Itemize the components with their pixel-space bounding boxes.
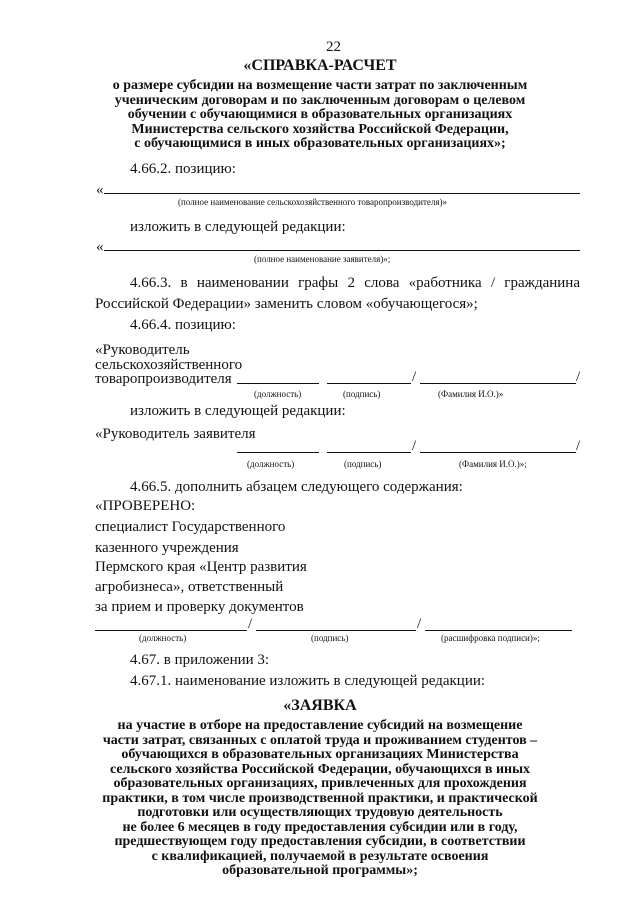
slash: /: [412, 438, 417, 454]
application-body: [60, 719, 580, 879]
quote-mark: «: [96, 182, 104, 198]
body-line: с квалификацией, получаемой в результате освоения: [151, 848, 489, 864]
fio-caption: (Фамилия И.О.)»;: [459, 459, 527, 469]
slash: /: [576, 369, 581, 385]
applicant-caption: (полное наименование заявителя)»;: [254, 254, 391, 264]
fio-line: [420, 383, 576, 384]
signature-line: [327, 452, 411, 453]
body-line: предшествующем году предоставления субсидии, в соответствии: [114, 834, 526, 849]
verified-line: «ПРОВЕРЕНО:: [95, 498, 196, 514]
item-4-66-3-line2: Российской Федерации» заменить словом «обучающегося»;: [95, 296, 478, 312]
producer-name-line: [104, 193, 580, 194]
decode-line: [425, 630, 572, 631]
body-line: на участие в отборе на предоставление субсидий на возмещение: [117, 718, 523, 733]
body-line: образовательных организациях, привлеченных для прохождения: [113, 776, 527, 791]
edit-instruction: изложить в следующей редакции:: [130, 219, 346, 235]
signature-line: [327, 383, 411, 384]
fio-caption: (Фамилия И.О.)»: [438, 389, 504, 399]
applicant-name-line: [104, 250, 580, 251]
page-number: 22: [326, 39, 341, 55]
head-applicant: «Руководитель заявителя: [95, 426, 256, 442]
item-4-66-4: 4.66.4. позицию:: [130, 317, 236, 333]
certificate-subtitle: [60, 79, 580, 152]
slash: /: [248, 616, 253, 632]
item-4-66-3-line1: 4.66.3. в наименовании графы 2 слова «работника / гражданина: [130, 275, 580, 291]
signature-caption: (подпись): [343, 389, 381, 399]
slash: /: [412, 369, 417, 385]
item-4-66-5: 4.66.5. дополнить абзацем следующего содержания:: [130, 479, 463, 495]
body-line: части затрат, связанных с оплатой труда и проживанием студентов –: [102, 732, 538, 748]
subtitle-line: о размере субсидии на возмещение части затрат по заключенным: [112, 78, 528, 93]
producer-caption: (полное наименование сельскохозяйственного товаропроизводителя)»: [178, 197, 448, 207]
verified-line: за прием и проверку документов: [95, 599, 304, 615]
item-4-67: 4.67. в приложении 3:: [130, 652, 270, 668]
position-line: [237, 383, 319, 384]
head-line: сельскохозяйственного: [95, 357, 243, 373]
body-line: обучающихся в образовательных организациях Министерства: [121, 747, 519, 762]
fio-line: [420, 452, 576, 453]
signature-caption: (подпись): [311, 633, 349, 643]
subtitle-line: ученическим договорам и по заключенным договорам о целевом: [114, 92, 526, 108]
decode-caption: (расшифровка подписи)»;: [441, 633, 540, 643]
position-caption: (должность): [247, 459, 295, 469]
body-line: сельского хозяйства Российской Федерации, обучающихся в иных: [109, 761, 531, 777]
body-line: практики, в том числе производственной практики, и практической: [102, 790, 538, 806]
signature-caption: (подпись): [344, 459, 382, 469]
head-line: товаропроизводителя: [95, 371, 232, 387]
application-title: «ЗАЯВКА: [283, 697, 357, 714]
slash: /: [576, 438, 581, 454]
head-line: «Руководитель: [95, 342, 190, 358]
edit-instruction: изложить в следующей редакции:: [130, 403, 346, 419]
verified-line: специалист Государственного: [95, 519, 286, 535]
certificate-title: «СПРАВКА-РАСЧЕТ: [243, 57, 397, 74]
position-caption: (должность): [254, 389, 302, 399]
subtitle-line: с обучающимися в иных образовательных организациях»;: [134, 136, 506, 151]
slash: /: [417, 616, 422, 632]
quote-mark: «: [96, 239, 104, 255]
item-4-66-2: 4.66.2. позицию:: [130, 161, 236, 177]
position-line: [237, 452, 319, 453]
verified-line: Пермского края «Центр развития: [95, 559, 307, 575]
signature-line: [256, 630, 416, 631]
subtitle-line: Министерства сельского хозяйства Российской Федерации,: [131, 121, 509, 137]
body-line: не более 6 месяцев в году предоставления субсидии или в году,: [122, 819, 518, 835]
subtitle-line: обучении с обучающимися в образовательных организациях: [127, 107, 513, 122]
body-line: подготовки или осуществляющих трудовую деятельность: [137, 805, 503, 820]
position-caption: (должность): [139, 633, 187, 643]
verified-line: казенного учреждения: [95, 540, 239, 556]
verified-line: агробизнеса», ответственный: [95, 579, 284, 595]
position-line: [95, 630, 247, 631]
body-line: образовательной программы»;: [222, 863, 418, 878]
item-4-67-1: 4.67.1. наименование изложить в следующей редакции:: [130, 673, 486, 689]
